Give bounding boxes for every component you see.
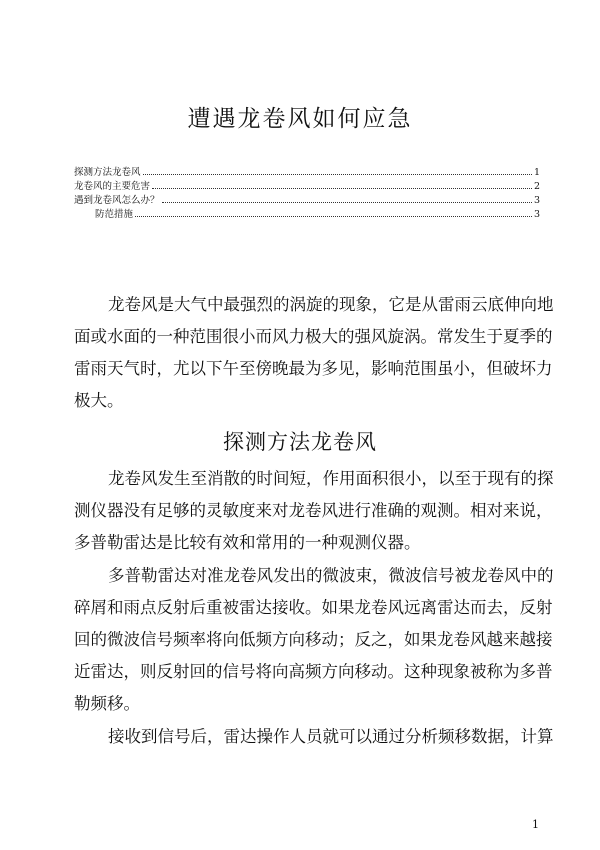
toc-page: 3 <box>533 209 540 220</box>
paragraph-line: 回的微波信号频率将向低频方向移动；反之，如果龙卷风越来越接 <box>74 630 553 649</box>
paragraph-line: 测仪器没有足够的灵敏度来对龙卷风进行准确的观测。相对来说， <box>74 501 553 520</box>
toc-label: 龙卷风的主要危害 <box>74 181 151 192</box>
toc-entry[interactable] <box>74 164 540 178</box>
toc-leader <box>152 188 532 189</box>
toc-label: 探测方法龙卷风 <box>74 167 141 178</box>
toc-leader <box>162 202 532 203</box>
paragraph-line: 接收到信号后，雷达操作人员就可以通过分析频移数据，计算 <box>108 727 554 746</box>
paragraph-line: 龙卷风是大气中最强烈的涡旋的现象，它是从雷雨云底伸向地 <box>108 295 554 314</box>
paragraph-line: 雷雨天气时，尤以下午至傍晚最为多见，影响范围虽小，但破坏力 <box>74 359 553 378</box>
document-title: 遭遇龙卷风如何应急 <box>187 106 413 132</box>
paragraph-line: 碎屑和雨点反射后重被雷达接收。如果龙卷风远离雷达而去，反射 <box>74 598 553 617</box>
paragraph-line: 面或水面的一种范围很小而风力极大的强风旋涡。常发生于夏季的 <box>74 327 553 346</box>
toc-label: 防范措施 <box>95 209 134 220</box>
section-heading: 探测方法龙卷风 <box>223 430 377 454</box>
paragraph-line: 近雷达，则反射回的信号将向高频方向移动。这种现象被称为多普 <box>74 662 553 681</box>
paragraph-line: 极大。 <box>74 391 124 410</box>
paragraph-line: 龙卷风发生至消散的时间短，作用面积很小，以至于现有的探 <box>108 469 554 488</box>
toc-entry[interactable] <box>74 206 540 220</box>
paragraph-line: 多普勒雷达对准龙卷风发出的微波束，微波信号被龙卷风中的 <box>108 566 554 585</box>
toc-page: 1 <box>533 167 540 178</box>
page-number: 1 <box>532 818 539 831</box>
paragraph-line: 多普勒雷达是比较有效和常用的一种观测仪器。 <box>74 533 421 552</box>
toc-label: 遇到龙卷风怎么办？ <box>74 195 160 206</box>
toc-entry[interactable] <box>74 192 540 206</box>
toc-leader <box>143 174 532 175</box>
paragraph-line: 勒频移。 <box>74 694 140 713</box>
toc-page: 3 <box>533 195 540 206</box>
toc-leader <box>135 216 532 217</box>
table-of-contents <box>74 164 540 220</box>
toc-page: 2 <box>533 181 540 192</box>
toc-entry[interactable] <box>74 178 540 192</box>
